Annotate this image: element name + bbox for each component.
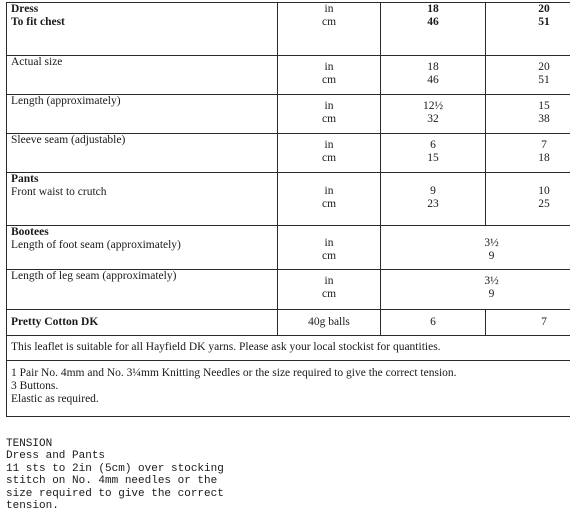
unit-cm: cm: [321, 152, 337, 164]
unit-in: in: [324, 139, 334, 151]
size2-value: 7: [541, 139, 547, 151]
unit-in: in: [324, 100, 334, 112]
size1-value: 32: [427, 113, 439, 125]
both-sizes-value: 3½: [484, 237, 499, 249]
size2-value: 38: [538, 113, 550, 125]
size1-value: 46: [427, 16, 439, 28]
unit-in: in: [324, 237, 334, 249]
row-materials: [7, 361, 570, 417]
unit-cm: cm: [321, 250, 337, 262]
unit-in: in: [324, 185, 334, 197]
tension-heading: TENSION: [6, 438, 53, 450]
section-heading-dress: Dress: [11, 3, 39, 15]
tension-line: stitch on No. 4mm needles or the: [6, 475, 218, 488]
row-label: Length of foot seam (approximately): [11, 239, 181, 251]
size2-value: 18: [538, 152, 550, 164]
sizes-table: [6, 2, 570, 417]
row-leg-seam: [7, 270, 570, 310]
unit-in: in: [324, 275, 334, 287]
size2-value: 20: [538, 3, 550, 15]
unit-cm: cm: [321, 198, 337, 210]
row-label: Actual size: [7, 56, 278, 95]
size1-value: 15: [427, 152, 439, 164]
row-foot-seam: [7, 226, 570, 270]
unit-in: in: [324, 3, 334, 15]
materials-item: 3 Buttons.: [11, 380, 59, 392]
unit-cm: cm: [321, 288, 337, 300]
row-label: Sleeve seam (adjustable): [7, 134, 278, 173]
size1-value: 46: [427, 74, 439, 86]
unit-in: in: [324, 61, 334, 73]
pattern-sheet: [6, 2, 566, 417]
yarn-name: Pretty Cotton DK: [7, 310, 278, 336]
leaflet-note: This leaflet is suitable for all Hayfield DK yarns. Please ask your local stockist for quantities.: [7, 336, 570, 361]
row-yarn: [7, 310, 570, 336]
size2-value: 25: [538, 198, 550, 210]
section-heading-bootees: Bootees: [11, 226, 49, 238]
size2-value: 7: [486, 310, 570, 336]
materials-item: Elastic as required.: [11, 393, 99, 405]
row-waist-to-crutch: [7, 173, 570, 226]
row-leaflet-note: [7, 336, 570, 361]
unit-cm: cm: [321, 74, 337, 86]
row-length: [7, 95, 570, 134]
both-sizes-value: 9: [488, 250, 495, 262]
unit-cm: cm: [321, 16, 337, 28]
row-label: Length of leg seam (approximately): [7, 270, 278, 310]
size2-value: 20: [538, 61, 550, 73]
row-actual-size: [7, 56, 570, 95]
size2-value: 51: [538, 74, 550, 86]
size1-value: 12½: [422, 100, 444, 112]
tension-section: [6, 438, 224, 512]
tension-subheading: Dress and Pants: [6, 450, 106, 463]
size2-value: 51: [538, 16, 550, 28]
tension-line: 11 sts to 2in (5cm) over stocking: [6, 462, 224, 475]
size1-value: 18: [427, 3, 439, 15]
size1-value: 9: [430, 185, 436, 197]
tension-line: tension.: [6, 500, 59, 513]
materials-list: [7, 361, 570, 417]
row-sleeve-seam: [7, 134, 570, 173]
yarn-unit: 40g balls: [278, 310, 381, 336]
unit-cm: cm: [321, 113, 337, 125]
size2-value: 15: [538, 100, 550, 112]
row-label: Front waist to crutch: [11, 186, 107, 198]
tension-line: size required to give the correct: [6, 487, 224, 500]
size1-value: 23: [427, 198, 439, 210]
section-heading-pants: Pants: [11, 173, 39, 185]
both-sizes-value: 9: [488, 288, 495, 300]
row-label: To fit chest: [11, 16, 65, 28]
size2-value: 10: [538, 185, 550, 197]
both-sizes-value: 3½: [484, 275, 499, 287]
size1-value: 6: [381, 310, 486, 336]
size1-value: 6: [430, 139, 436, 151]
row-label: Length (approximately): [7, 95, 278, 134]
materials-item: 1 Pair No. 4mm and No. 3¼mm Knitting Needles or the size required to give the correct tension.: [11, 367, 457, 379]
row-to-fit-chest: [7, 3, 570, 56]
size1-value: 18: [427, 61, 439, 73]
